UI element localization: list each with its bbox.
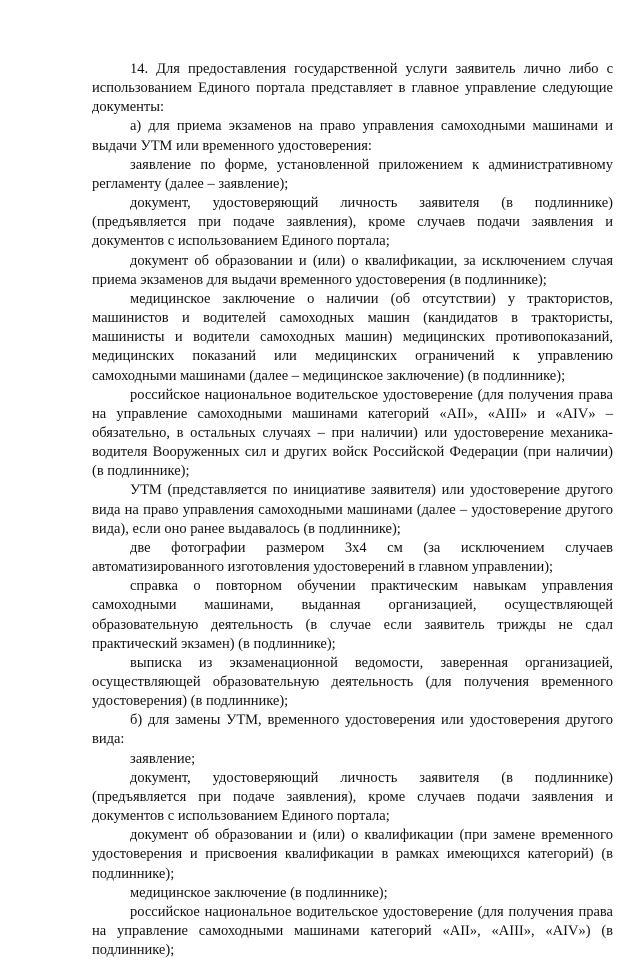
paragraph-a-identity-document: документ, удостоверяющий личность заявителя (в подлиннике) (предъявляется при подаче заявления), кроме случаев подачи заявления и документов с использованием Единого портала; xyxy=(92,195,613,250)
paragraph-a-education-document: документ об образовании и (или) о квалификации, за исключением случая приема экзаменов для выдачи временного удостоверения (в подлиннике); xyxy=(92,252,613,288)
paragraph-a-medical-report: медицинское заключение о наличии (об отсутствии) у трактористов, машинистов и водителей самоходных машин (кандидатов в трактористы, машинисты и водители самоходных машин) медицинских противопоказаний, медицинских показаний или медицинских ограничений к управлению самоходными машинами (далее – медицинское заключение) (в подлиннике); xyxy=(92,290,613,384)
paragraph-a-heading: а) для приема экзаменов на право управления самоходными машинами и выдачи УТМ или временного удостоверения: xyxy=(92,118,613,154)
paragraph-a-driver-license: российское национальное водительское удостоверение (для получения права на управление самоходными машинами категорий «AII», «AIII» и «AIV» – обязательно, в остальных случаях – при наличии) или удостоверение механика-водителя Вооруженных сил и других войск Российской Федерации (при наличии) (в подлиннике); xyxy=(92,386,613,480)
document-body xyxy=(92,60,613,960)
paragraph-b-driver-license: российское национальное водительское удостоверение (для получения права на управление самоходными машинами категорий «AII», «AIII», «AIV») (в подлиннике); xyxy=(92,903,613,959)
paragraph-b-education-document: документ об образовании и (или) о квалификации (при замене временного удостоверения и присвоения квалификации в рамках имеющихся категорий) (в подлиннике); xyxy=(92,827,613,882)
paragraph-a-retraining-certificate: справка о повторном обучении практическим навыкам управления самоходными машинами, выданная организацией, осуществляющей образовательную деятельность (в случае если заявитель трижды не сдал практический экзамен) (в подлиннике); xyxy=(92,578,613,652)
paragraph-b-medical-report: медицинское заключение (в подлиннике); xyxy=(130,884,388,901)
paragraph-a-application: заявление по форме, установленной приложением к административному регламенту (далее – заявление); xyxy=(92,156,613,192)
paragraph-b-heading: б) для замены УТМ, временного удостоверения или удостоверения другого вида: xyxy=(92,712,613,748)
paragraph-a-utm: УТМ (представляется по инициативе заявителя) или удостоверение другого вида на право управления самоходными машинами (далее – удостоверение другого вида), если оно ранее выдавалось (в подлиннике); xyxy=(92,482,613,537)
paragraph-a-exam-extract: выписка из экзаменационной ведомости, заверенная организацией, осуществляющей образовательную деятельность (для получения временного удостоверения) (в подлиннике); xyxy=(92,654,613,710)
paragraph-b-application: заявление; xyxy=(130,750,196,767)
paragraph-b-identity-document: документ, удостоверяющий личность заявителя (в подлиннике) (предъявляется при подаче заявления), кроме случаев подачи заявления и документов с использованием Единого портала; xyxy=(92,769,613,825)
paragraph-14-intro: 14. Для предоставления государственной услуги заявитель лично либо с использованием Единого портала представляет в главное управление следующие документы: xyxy=(92,61,613,116)
paragraph-a-photos: две фотографии размером 3х4 см (за исключением случаев автоматизированного изготовления удостоверений в главном управлении); xyxy=(92,539,613,576)
